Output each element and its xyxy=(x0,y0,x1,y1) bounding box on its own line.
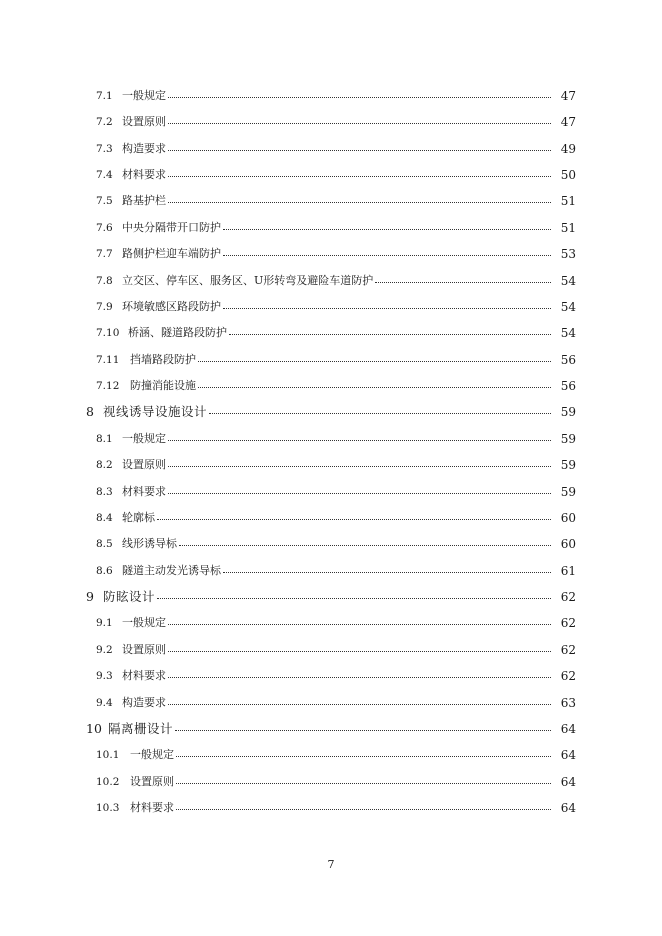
toc-chapter[interactable] xyxy=(86,402,576,422)
toc-entry-number: 7.7 xyxy=(96,248,113,260)
toc-entry-page: 53 xyxy=(560,247,576,261)
toc-entry-page: 61 xyxy=(560,564,576,578)
toc-entry-title: 环境敏感区路段防护 xyxy=(122,300,221,313)
toc-entry-title: 设置原则 xyxy=(122,458,166,471)
toc-entry-page: 51 xyxy=(560,194,576,208)
toc-entry-number: 7.4 xyxy=(96,169,113,181)
toc-entry-title: 一般规定 xyxy=(122,432,166,445)
toc-entry[interactable] xyxy=(96,508,576,528)
toc-entry-title: 一般规定 xyxy=(122,616,166,629)
toc-entry-page: 54 xyxy=(560,274,576,288)
toc-entry-page: 60 xyxy=(560,511,576,525)
dot-leader xyxy=(229,333,551,335)
dot-leader xyxy=(168,175,551,177)
toc-entry-page: 59 xyxy=(560,432,576,446)
toc-entry-number: 7.5 xyxy=(96,195,113,207)
toc-entry-title: 构造要求 xyxy=(122,696,166,709)
toc-entry-number: 7.10 xyxy=(96,327,120,339)
toc-entry-number: 8.1 xyxy=(96,433,113,445)
toc-chapter-number: 9 xyxy=(86,589,94,604)
toc-entry-title: 一般规定 xyxy=(130,748,174,761)
dot-leader xyxy=(168,465,551,467)
toc-chapter-title: 视线诱导设施设计 xyxy=(103,404,208,419)
toc-chapter[interactable] xyxy=(86,719,576,739)
toc-entry[interactable] xyxy=(96,561,576,581)
toc-entry[interactable] xyxy=(96,376,576,396)
dot-leader xyxy=(168,122,551,124)
toc-entry[interactable] xyxy=(96,482,576,502)
toc-entry-page: 62 xyxy=(560,643,576,657)
toc-entry-number: 9.3 xyxy=(96,670,113,682)
toc-entry-page: 49 xyxy=(560,142,576,156)
dot-leader xyxy=(168,96,551,98)
toc-entry-title: 轮廓标 xyxy=(122,511,155,524)
toc-entry-title: 桥涵、隧道路段防护 xyxy=(128,326,227,339)
toc-entry-number: 8.2 xyxy=(96,459,113,471)
toc-entry-title: 材料要求 xyxy=(122,168,166,181)
toc-entry[interactable] xyxy=(96,745,576,765)
toc-entry-title: 隧道主动发光诱导标 xyxy=(122,564,221,577)
dot-leader xyxy=(168,703,551,705)
toc-entry-page: 54 xyxy=(560,326,576,340)
toc-chapter-page: 64 xyxy=(560,722,576,736)
toc-chapter-number: 8 xyxy=(86,404,94,419)
toc-entry[interactable] xyxy=(96,613,576,633)
toc-entry-number: 7.6 xyxy=(96,222,113,234)
toc-entry[interactable] xyxy=(96,772,576,792)
toc-entry-page: 60 xyxy=(560,537,576,551)
toc-entry-page: 63 xyxy=(560,696,576,710)
toc-entry-title: 立交区、停车区、服务区、U形转弯及避险车道防护 xyxy=(122,274,374,287)
toc-entry-page: 50 xyxy=(560,168,576,182)
dot-leader xyxy=(223,228,551,230)
toc-entry[interactable] xyxy=(96,350,576,370)
toc-entry-number: 7.1 xyxy=(96,90,113,102)
toc-entry-number: 7.3 xyxy=(96,143,113,155)
dot-leader xyxy=(168,439,551,441)
toc-entry-page: 47 xyxy=(560,115,576,129)
dot-leader xyxy=(176,755,551,757)
toc-entry-title: 一般规定 xyxy=(122,89,166,102)
toc-entry-page: 62 xyxy=(560,616,576,630)
toc-chapter-page: 62 xyxy=(560,590,576,604)
dot-leader xyxy=(168,650,551,652)
toc-entry[interactable] xyxy=(96,429,576,449)
toc-entry-title: 材料要求 xyxy=(130,801,174,814)
dot-leader xyxy=(168,676,551,678)
toc-entry-title: 中央分隔带开口防护 xyxy=(122,221,221,234)
toc-entry-number: 7.11 xyxy=(96,354,120,366)
toc-entry-page: 56 xyxy=(560,353,576,367)
toc-entry-page: 47 xyxy=(560,89,576,103)
dot-leader xyxy=(175,729,551,731)
dot-leader xyxy=(168,201,551,203)
toc-entry[interactable] xyxy=(96,297,576,317)
toc-entry-page: 64 xyxy=(560,801,576,815)
dot-leader xyxy=(168,492,551,494)
toc-entry-page: 51 xyxy=(560,221,576,235)
toc-entry[interactable] xyxy=(96,191,576,211)
page-number: 7 xyxy=(327,858,335,871)
toc-entry[interactable] xyxy=(96,244,576,264)
toc-entry-title: 路基护栏 xyxy=(122,194,166,207)
dot-leader xyxy=(209,412,551,414)
toc-entry[interactable] xyxy=(96,798,576,818)
toc-entry-number: 8.4 xyxy=(96,512,113,524)
toc-entry-number: 8.6 xyxy=(96,565,113,577)
dot-leader xyxy=(223,571,551,573)
toc-chapter-page: 59 xyxy=(560,405,576,419)
toc-entry-title: 线形诱导标 xyxy=(122,537,177,550)
toc-entry-page: 56 xyxy=(560,379,576,393)
toc-entry-number: 8.5 xyxy=(96,538,113,550)
toc-entry[interactable] xyxy=(96,271,576,291)
toc-entry-number: 7.9 xyxy=(96,301,113,313)
toc-entry-title: 防撞消能设施 xyxy=(130,379,196,392)
dot-leader xyxy=(157,597,551,599)
toc-chapter-title: 隔离栅设计 xyxy=(108,721,174,736)
toc-entry-title: 设置原则 xyxy=(130,775,174,788)
toc-entry[interactable] xyxy=(96,165,576,185)
toc-entry[interactable] xyxy=(96,86,576,106)
toc-entry-title: 材料要求 xyxy=(122,485,166,498)
dot-leader xyxy=(168,623,551,625)
toc-chapter[interactable] xyxy=(86,587,576,607)
dot-leader xyxy=(176,808,551,810)
toc-entry-title: 构造要求 xyxy=(122,142,166,155)
toc-entry[interactable] xyxy=(96,112,576,132)
dot-leader xyxy=(179,544,551,546)
dot-leader xyxy=(223,307,551,309)
toc-chapter-number: 10 xyxy=(86,721,102,736)
toc-entry-number: 10.3 xyxy=(96,802,120,814)
dot-leader xyxy=(375,281,551,283)
toc-entry-page: 59 xyxy=(560,458,576,472)
toc-entry-number: 8.3 xyxy=(96,486,113,498)
toc-entry-number: 10.1 xyxy=(96,749,120,761)
toc-entry[interactable] xyxy=(96,693,576,713)
toc-entry[interactable] xyxy=(96,323,576,343)
toc-entry-page: 59 xyxy=(560,485,576,499)
toc-entry[interactable] xyxy=(96,139,576,159)
toc-entry-number: 10.2 xyxy=(96,776,120,788)
toc-entry[interactable] xyxy=(96,218,576,238)
dot-leader xyxy=(168,149,551,151)
toc-entry-page: 62 xyxy=(560,669,576,683)
toc-entry[interactable] xyxy=(96,640,576,660)
toc-entry-number: 7.12 xyxy=(96,380,120,392)
toc-entry-title: 设置原则 xyxy=(122,115,166,128)
toc-entry-number: 9.2 xyxy=(96,644,113,656)
toc-entry-page: 54 xyxy=(560,300,576,314)
toc-entry-number: 7.8 xyxy=(96,275,113,287)
toc-entry[interactable] xyxy=(96,455,576,475)
toc-entry-title: 设置原则 xyxy=(122,643,166,656)
toc-entry-page: 64 xyxy=(560,775,576,789)
dot-leader xyxy=(157,518,551,520)
toc-entry-number: 9.4 xyxy=(96,697,113,709)
dot-leader xyxy=(223,254,551,256)
toc-entry-number: 7.2 xyxy=(96,116,113,128)
toc-entry-title: 材料要求 xyxy=(122,669,166,682)
dot-leader xyxy=(198,360,551,362)
toc-entry-title: 挡墙路段防护 xyxy=(130,353,196,366)
toc-entry[interactable] xyxy=(96,666,576,686)
toc-entry[interactable] xyxy=(96,534,576,554)
dot-leader xyxy=(198,386,551,388)
toc-entry-title: 路侧护栏迎车端防护 xyxy=(122,247,221,260)
toc-entry-page: 64 xyxy=(560,748,576,762)
toc-entry-number: 9.1 xyxy=(96,617,113,629)
toc-chapter-title: 防眩设计 xyxy=(103,589,156,604)
dot-leader xyxy=(176,782,551,784)
